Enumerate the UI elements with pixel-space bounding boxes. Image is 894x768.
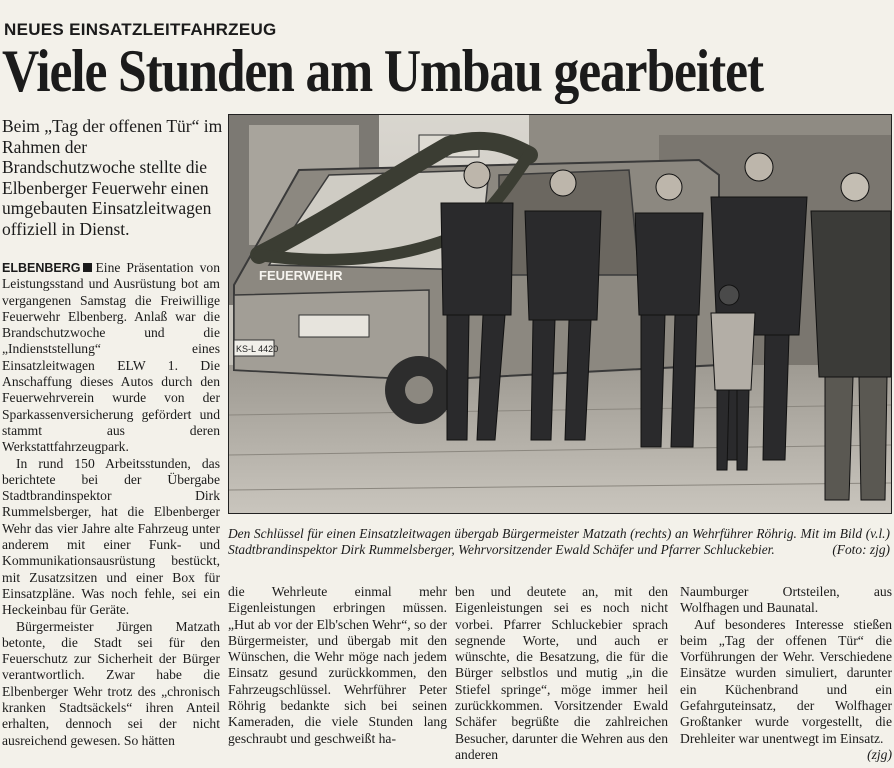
article-column-3 <box>455 584 668 763</box>
dateline: ELBENBERG <box>2 261 81 275</box>
photo-caption <box>228 526 890 557</box>
dateline-square-icon <box>83 263 92 272</box>
article-column-4 <box>680 584 892 763</box>
article-paragraph: In rund 150 Arbeitsstunden, das berichtete bei der Übergabe Stadtbrandinspektor Dirk Rummelsberger, hat die Elbenberger Wehr das vier Jahre alte Fahrzeug unter anderem mit einer Funk- und Kommunikationsausrüstung bestückt, mit Zusatzsitzen und einer Box für Einsatzpläne. Was noch fehle, sei ein Heckeinbau für Geräte. <box>2 455 220 618</box>
article-paragraph: ben und deutete an, mit den Eigenleistungen sei es noch nicht vorbei. Pfarrer Schluckebier sprach segnende Worte, und auch er wünschte, die Besatzung, die für die Bürger selbstlos und mutig „in die Stiefel springe“, möge immer heil zurückkommen. Vorsitzender Ewald Schäfer begrüßte die zahlreichen Besucher, darunter die Wehren aus den anderen <box>455 584 668 762</box>
photo-credit: (Foto: zjg) <box>832 541 890 557</box>
license-plate: KS-L 4420 <box>236 344 279 354</box>
kicker: NEUES EINSATZLEITFAHRZEUG <box>4 20 277 39</box>
article-paragraph: Bürgermeister Jürgen Matzath betonte, die Stadt sei für den Feuerschutz zur Sicherheit der Bürger verantwortlich. Zwar habe die Elbenberger Wehr trotz des „chronisch kranken Stadtsäckels“ ihren Anteil erhalten, dennoch sei der nicht ausreichend gewesen. So hätten <box>2 618 220 748</box>
signoff: (zjg) <box>867 746 892 762</box>
article-paragraph: Naumburger Ortsteilen, aus Wolfhagen und Baunatal. <box>680 584 892 616</box>
article-column-2 <box>228 584 447 747</box>
article-paragraph: ELBENBERG Eine Präsentation von Leistungsstand und Ausrüstung bot am vergangenen Samstag die Freiwillige Feuerwehr Elbenberg. Anlaß war die Brandschutzwoche und die „Indienststellung“ eines Einsatzleitwagen ELW 1. Die Anschaffung dieses Autos durch den Feuerwehrverein wurde von der Sparkassenversicherung gefördert und stammt aus deren Werkstattfahrzeugpark. <box>2 260 220 455</box>
photo-illustration <box>229 115 891 513</box>
headline: Viele Stunden am Umbau gearbeitet <box>2 38 763 104</box>
article-column-1 <box>2 260 220 749</box>
caption-text: Den Schlüssel für einen Einsatzleitwagen übergab Bürgermeister Matzath (rechts) an Wehrführer Röhrig. Mit im Bild (v.l.) Stadtbrandinspektor Dirk Rummelsberger, Wehrvorsitzender Ewald Schäfer und Pfarrer Schluckebier. <box>228 526 890 557</box>
van-lettering: FEUERWEHR <box>259 268 343 283</box>
article-paragraph: Auf besonderes Interesse stießen beim „Tag der offenen Tür“ die Vorführungen der Wehr. Verschiedene Einsätze wurden simuliert, darunter ein Küchenbrand und ein Gefahrguteinsatz, der Wolfhager Großtanker wurde vorgestellt, die Drehleiter war unentwegt im Einsatz. <box>680 616 892 746</box>
photo <box>228 114 892 514</box>
article-paragraph: die Wehrleute einmal mehr Eigenleistungen erbringen müssen. „Hut ab vor der Elb'schen Wehr“, so der Bürgermeister, und übergab mit den Wünschen, die Wehr möge nach jedem Einsatz gesund zurückkommen, den Fahrzeugschlüssel. Wehrführer Peter Röhrig bedankte sich bei seinen Kameraden, die viele Stunden lang geschraubt und geschweißt ha- <box>228 584 447 746</box>
lead-paragraph: Beim „Tag der offenen Tür“ im Rahmen der Brandschutzwoche stellte die Elbenberger Feuerwehr einen umgebauten Einsatzleitwagen offiziell in Dienst. <box>2 116 223 239</box>
